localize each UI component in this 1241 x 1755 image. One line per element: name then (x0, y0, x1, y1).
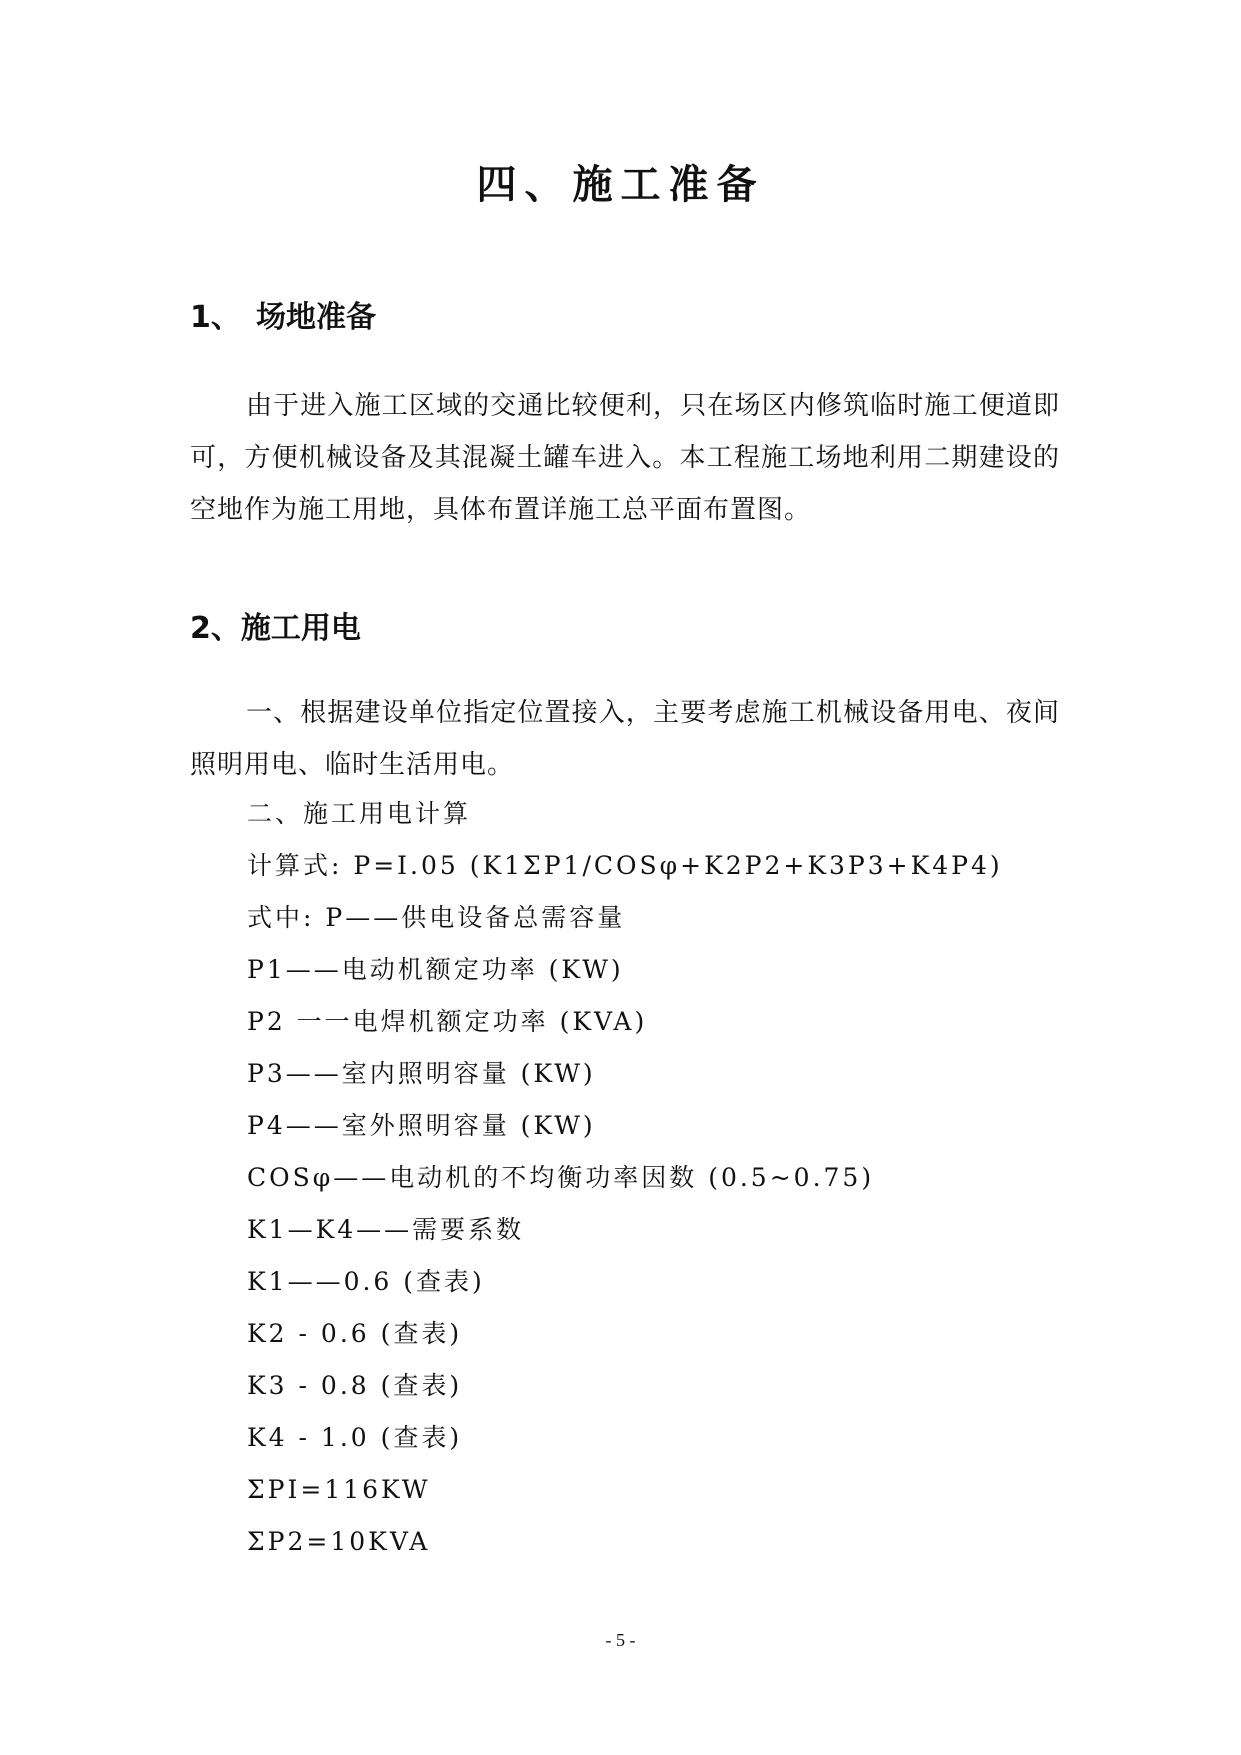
page-title: 四、施工准备 (476, 162, 765, 208)
calc-line: P1——电动机额定功率 (KW) (247, 955, 624, 984)
calc-line: K2 - 0.6 (查表) (247, 1319, 463, 1348)
calc-line: 计算式: P=I.05 (K1ΣP1/COSφ+K2P2+K3P3+K4P4) (247, 851, 1003, 880)
page-number: - 5 - (605, 1630, 636, 1650)
calc-line: K1——0.6 (查表) (247, 1267, 485, 1296)
calc-line: P4——室外照明容量 (KW) (247, 1111, 596, 1140)
calc-line: K1—K4——需要系数 (247, 1215, 525, 1244)
calc-line: K3 - 0.8 (查表) (247, 1371, 463, 1400)
calc-line: K4 - 1.0 (查表) (247, 1423, 463, 1452)
calc-line: 式中: P——供电设备总需容量 (247, 903, 626, 932)
section-title: 场地准备 (256, 300, 376, 335)
section-heading-site-preparation (190, 298, 376, 338)
calc-line: ΣP2=10KVA (247, 1527, 431, 1556)
site-preparation-paragraph: 由于进入施工区域的交通比较便利，只在场区内修筑临时施工便道即可，方便机械设备及其混凝土罐车进入。本工程施工场地利用二期建设的空地作为施工用地，具体布置详施工总平面布置图。 (190, 391, 1060, 525)
section-number: 1、 (190, 300, 241, 335)
calc-line: ΣPI=116KW (247, 1475, 431, 1504)
section-heading-construction-power: 2、施工用电 (190, 611, 361, 646)
calc-line: P3——室内照明容量 (KW) (247, 1059, 596, 1088)
calc-line: P2 一一电焊机额定功率 (KVA) (247, 1007, 648, 1036)
calc-line: COSφ——电动机的不均衡功率因数 (0.5~0.75) (247, 1163, 875, 1192)
power-supply-paragraph: 一、根据建设单位指定位置接入，主要考虑施工机械设备用电、夜间照明用电、临时生活用电。 (190, 698, 1060, 780)
calc-line: 二、施工用电计算 (247, 799, 472, 828)
